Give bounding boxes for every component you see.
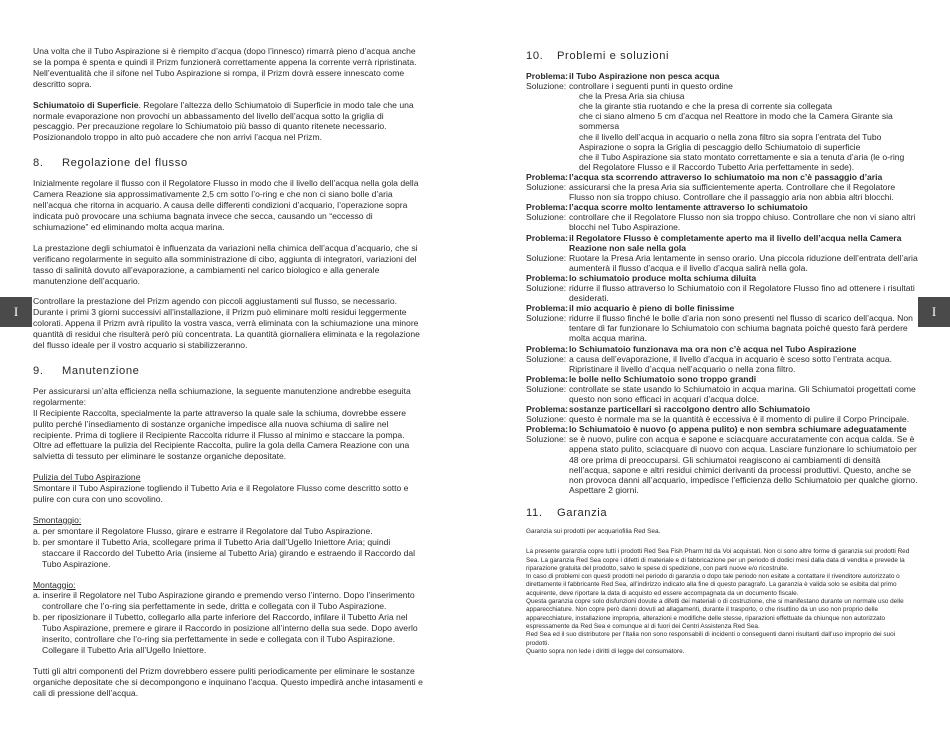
solution-label: Soluzione: (526, 313, 567, 324)
problem-label: Problema: (526, 71, 569, 81)
problem-text: l’acqua sta scorrendo attraverso lo schiumatoio ma non c’è passaggio d’aria (569, 171, 883, 182)
check-item: che il Tubo Aspirazione sia stato montato correttamente e sia a tenuta d’aria (le o-ring del Regolatore Flusso e il Raccordo Tubetto Aria perfettamente in sede). (579, 151, 905, 172)
check-item: che il livello dell’acqua in acquario o nella zona filtro sia sopra l’entrata del Tubo Aspirazione o sopra la Griglia di pescaggio dello Schiumatoio di superficie (579, 131, 882, 152)
problem-row (526, 233, 918, 253)
solution-label: Soluzione: (526, 212, 567, 223)
solution-row (526, 313, 918, 343)
solution-row (526, 414, 918, 424)
closing-paragraph: Tutti gli altri componenti del Prizm dovrebbero essere puliti periodicamente per eliminare le sostanze organiche depositate che si decompongono e inquinano l’acqua. Questo impedirà anche intasamenti e cali di pressione dell’acqua. (33, 665, 423, 698)
solution-row (526, 212, 918, 232)
solution-label: Soluzione: (526, 282, 567, 293)
problem-row (526, 172, 918, 182)
problem-text: il Regolatore Flusso è completamente aperto ma il livello dell’acqua nella Camera Reazione non sale nella gola (569, 232, 902, 253)
smontaggio-heading: Smontaggio: (33, 515, 82, 525)
section-11-number: 11. (526, 506, 543, 519)
solution-text: Ruotare la Presa Aria lentamente in senso orario. Una piccola riduzione dell’entrata dell’aria aumenterà il flusso d’acqua e il livello d’acqua salirà nella gola. (569, 252, 918, 273)
check-item: che ci siano almeno 5 cm d’acqua nel Reattore in modo che la Camera Girante sia sommersa (579, 111, 893, 132)
s8-paragraph-2: La prestazione degli schiumatoi è influenzata da variazioni nella chimica dell’acqua d’acquario, che si verificano regolarmente in seguito alla somministrazione di cibo, aggiunta di integratori, variazioni del tasso di salinità dovuto all’evaporazione, a cambiamenti nel carico biologico e alla generale manutenzione dell’acquario. (33, 242, 418, 286)
section-10-title: Problemi e soluzioni (557, 50, 670, 62)
smontaggio-item: b. per smontare il Tubetto Aria, scollegare prima il Tubetto Aria dall’Ugello Iniettore Aria; quindi staccare il Raccordo del Tubetto Aria (insieme al Tubetto Aria) girando e estraendo il Raccordo dal Tubo Aspirazione. (33, 536, 416, 569)
s8-paragraph-1: Inizialmente regolare il flusso con il Regolatore Flusso in modo che il livello dell’acqua nella gola della Camera Reazione sia approssimativamente 2,5 cm sotto l’o-ring e che non ci siano bolle d’aria nell’acqua che ritorna in acquario. A causa delle differenti condizioni d’acquario, l’operazione sopra indicata può provocare una schiuma bagnata invece che secca, causando un “eccesso di schiumazione” ed eliminando molta acqua marina. (33, 178, 419, 232)
solution-row (526, 434, 918, 495)
montaggio-item: a. inserire il Regolatore nel Tubo Aspirazione girando e premendo verso l’interno. Dopo l’inserimento controllare che l’o-ring sia perfettamente in sede, dritta e collegata con il Tubo Aspirazione. (33, 590, 415, 612)
solution-text: ridurre il flusso attraverso lo Schiumatoio con il Regolatore Flusso fino ad ottenere i risultati desiderati. (569, 282, 915, 304)
section-8-heading (33, 157, 425, 169)
problem-row (526, 424, 918, 434)
solution-label: Soluzione: (526, 81, 567, 92)
problem-text: il mio acquario è pieno di bolle finissime (569, 303, 735, 314)
problem-row (526, 202, 918, 212)
section-11-heading (526, 507, 918, 519)
solution-text: ridurre il flusso finché le bolle d’aria non sono presenti nel flusso di scarico dell’acqua. Non tentare di far funzionare lo Schiumatoio con schiuma bagnata poiché questo farà perdere molta acqua marina. (569, 313, 913, 344)
pulizia-heading: Pulizia del Tubo Aspirazione (33, 472, 141, 483)
problem-label: Problema: (526, 272, 569, 283)
warranty-paragraph: Red Sea ed il suo distributore per l’Italia non sono responsabili di incidenti o conseguenti danni risultanti dall’uso improprio dei suoi prodotti. (526, 631, 896, 647)
problem-row (526, 303, 918, 313)
warranty-paragraph: La presente garanzia copre tutti i prodotti Red Sea Fish Pharm ltd da Voi acquistati. Non ci sono altre forme di garanzia sui prodotti Red Sea. La garanzia Red Sea copre i difetti di materiale e di fabbricazione per un periodo di dodici mesi dalla data di vendita e prevede la riparazione gratuita del prodotto, salvo le spese di spedizione, con parti nuove e/o ricostruite. (526, 548, 910, 572)
problem-label: Problema: (526, 343, 569, 354)
left-column (33, 46, 425, 709)
side-tab-right: I (918, 297, 950, 327)
solution-label: Soluzione: (526, 182, 567, 193)
solution-text: controllare che il Regolatore Flusso non sia troppo chiuso. Controllare che non vi siano altri blocchi nel Tubo Aspirazione. (569, 212, 916, 233)
check-item: che la girante stia ruotando e che la presa di corrente sia collegata (579, 101, 833, 112)
schiumatoio-term: Schiumatoio di Superficie (33, 99, 139, 110)
s9-paragraph-1: Per assicurarsi un’alta efficienza nella schiumazione, la seguente manutenzione andrebbe eseguita regolarmente: (33, 385, 411, 407)
section-10-heading (526, 50, 918, 62)
schiumatoio-paragraph (33, 100, 425, 144)
problem-text: le bolle nello Schiumatoio sono troppo grandi (569, 373, 757, 384)
side-tab-left: I (0, 297, 32, 327)
problem-label: Problema: (526, 232, 569, 243)
montaggio-heading: Montaggio: (33, 579, 76, 590)
warranty-paragraph: Quanto sopra non lede i diritti di legge del consumatore. (526, 647, 685, 655)
solution-row (526, 283, 918, 303)
solution-row (526, 81, 918, 91)
problem-label: Problema: (526, 303, 569, 314)
problem-label: Problema: (526, 404, 569, 415)
warranty-body (526, 548, 918, 656)
solution-text: se è nuovo, pulire con acqua e sapone e sciacquare accuratamente con acqua calda. Se è appena stato pulito, sciacquare di nuovo con acqua. Lasciare funzionare lo schiumatoio per 48 ore prima di preoccuparsi. Gli schiumatoi reagiscono ai cambiamenti di densità nell’acqua, sapone e altri residui chimici derivanti da processi produttivi. Questo, anche se non provoca danni all’acquario, impedisce l’efficienza dello Schiumatoio per qualche giorno. Aspettare 2 giorni. (569, 434, 918, 495)
solution-text: a causa dell’evaporazione, il livello d’acqua in acquario è sceso sotto l’entrata acqua. Ripristinare il livello d’acqua nell’acquario o nella zona filtro. (569, 353, 892, 374)
problem-row (526, 404, 918, 414)
solution-text: questo è normale ma se la quantità è eccessiva è il momento di pulire il Corpo Principale. (569, 414, 910, 425)
section-8-number: 8. (33, 157, 44, 170)
solution-row (526, 253, 918, 273)
problem-text: lo schiumatoio produce molta schiuma diluita (569, 272, 757, 283)
warranty-intro: Garanzia sui prodotti per acquariofilia Red Sea. (526, 527, 661, 535)
solution-row (526, 384, 918, 404)
smontaggio-item: a. per smontare il Regolatore Flusso, girare e estrarre il Regolatore dal Tubo Aspirazione. (33, 525, 373, 536)
solution-label: Soluzione: (526, 383, 567, 394)
problem-text: l’acqua scorre molto lentamente attraverso lo schiumatoio (569, 202, 808, 213)
problem-row (526, 71, 918, 81)
problem-label: Problema: (526, 373, 569, 384)
solution-row (526, 182, 918, 202)
solution-label: Soluzione: (526, 252, 567, 263)
problem-text: lo Schiumatoio funzionava ma ora non c’è acqua nel Tubo Aspirazione (569, 343, 857, 354)
problem-label: Problema: (526, 202, 569, 213)
problem-row (526, 374, 918, 384)
problem-row (526, 273, 918, 283)
solution-label: Soluzione: (526, 353, 567, 364)
schiumatoio-text: . Regolare l’altezza dello Schiumatoio di Superficie in modo tale che una normale evaporazione non provochi un abbassamento del livello dell’acqua sotto la griglia di pescaggio. Per precauzione regolare lo Schiumatoio più basso di quanto ritenete necessario. Posizionandolo troppo in alto può accadere che non arrivi l’acqua nel Prizm. (33, 99, 414, 143)
solution-row (526, 354, 918, 374)
section-9-heading (33, 365, 425, 377)
problems-list (526, 71, 918, 495)
section-9-number: 9. (33, 364, 44, 377)
warranty-paragraph: Questa garanzia copre solo disfunzioni dovute a difetti dei materiali o di costruzione, che si manifestano durante un normale uso delle apparecchiature. Non copre però danni dovuti ad allagamenti, durante il trasporto, o che risultino da un uso non proprio delle apparecchiature, installazione impropria, alterazioni e modifiche delle stesse, riparazioni effettuate da chiunque non autorizzato espressamente da Red Sea e comunque al di fuori dei Centri Assistenza Red Sea. (526, 598, 904, 630)
solution-label: Soluzione: (526, 414, 567, 425)
right-column (526, 46, 918, 656)
problem-label: Problema: (526, 424, 569, 435)
problem-label: Problema: (526, 171, 569, 182)
check-item: che la Presa Aria sia chiusa (579, 91, 685, 102)
problem-row (526, 344, 918, 354)
solution-label: Soluzione: (526, 434, 567, 445)
s9-paragraph-2: Il Recipiente Raccolta, specialmente la parte attraverso la quale sale la schiuma, dovrebbe essere pulito perché l’insediamento di sostanze organiche impedisce alla nuova schiuma di salire nel recipiente. Prima di togliere il Recipiente Raccolta ridurre il Flusso al minimo e staccare la pompa. Oltre ad effettuare la pulizia del Recipiente Raccolta, pulire la gola della Camera Reazione con una salvietta di tessuto per eliminare le sostanze organiche depositate. (33, 407, 410, 462)
intro-paragraph: Una volta che il Tubo Aspirazione si è riempito d’acqua (dopo l’innesco) rimarrà pieno d’acqua anche se la pompa è spenta e quindi il Prizm funzionerà correttamente appena la corrente verrà ripristinata. Nell’eventualità che il sifone nel Tubo Aspirazione si rompa, il Prizm dovrà essere innescato come descritto sopra. (33, 46, 417, 89)
solution-text: controllate se state usando lo Schiumatoio in acqua marina. Gli Schiumatoi progettati come questo non sono efficaci in acquari d’acqua dolce. (569, 383, 916, 404)
problem-text: il Tubo Aspirazione non pesca acqua (569, 71, 720, 81)
s8-paragraph-3: Controllare la prestazione del Prizm agendo con piccoli aggiustamenti sul flusso, se necessario. Durante i primi 3 giorni successivi all’installazione, il Prizm può eliminare molti residui leggermente colorati. Appena il Prizm avrà ripulito la vostra vasca, verrà eliminata con la schiumazione una minore quantità di residui che risulterà però più concentrata. La quantità giornaliera eliminata e la regolazione del flusso ideale per il vostro acquario si stabilizzeranno. (33, 296, 420, 351)
section-11-title: Garanzia (557, 506, 608, 519)
pulizia-text: Smontare il Tubo Aspirazione togliendo il Tubetto Aria e il Regolatore Flusso come descritto sotto e pulire con cura con uno scovolino. (33, 483, 409, 505)
section-8-title: Regolazione del flusso (62, 157, 188, 170)
warranty-paragraph: In caso di problemi con questi prodotti nel periodo di garanzia o dopo tale periodo non esitate a contattare il rivenditore autorizzato o direttamente il fabbricante Red Sea, all’indirizzo indicato alla fine di questo paragrafo. La garanzia è valida solo se esibita dal primo acquirente, deve riportare la data di acquisto ed essere accompagnata da un documento fiscale. (526, 573, 900, 597)
solution-text: controllare i seguenti punti in questo ordine (569, 81, 733, 92)
problem-text: lo Schiumatoio è nuovo (o appena pulito) e non sembra schiumare adeguatamente (569, 424, 907, 435)
section-9-title: Manutenzione (62, 364, 140, 377)
section-10-number: 10. (526, 50, 544, 62)
problem-text: sostanze particellari si raccolgono dentro allo Schiumatoio (569, 404, 811, 415)
montaggio-item: b. per riposizionare il Tubetto, collegarlo alla parte inferiore del Raccordo, infilare il Tubetto Aria nel Tubo Aspirazione, premere e girare il Raccordo in posizione all’interno della sua sede. Dopo averlo inserito, controllare che l’o-ring sia perfettamente in sede e collegata con il Tubo Aspirazione. Collegare il Tubetto Aria all’Ugello Iniettore. (33, 612, 418, 655)
solution-text: assicurarsi che la presa Aria sia sufficientemente aperta. Controllare che il Regolatore Flusso non sia troppo chiuso. Controllare che il passaggio aria non abbia altri blocchi. (569, 182, 896, 203)
